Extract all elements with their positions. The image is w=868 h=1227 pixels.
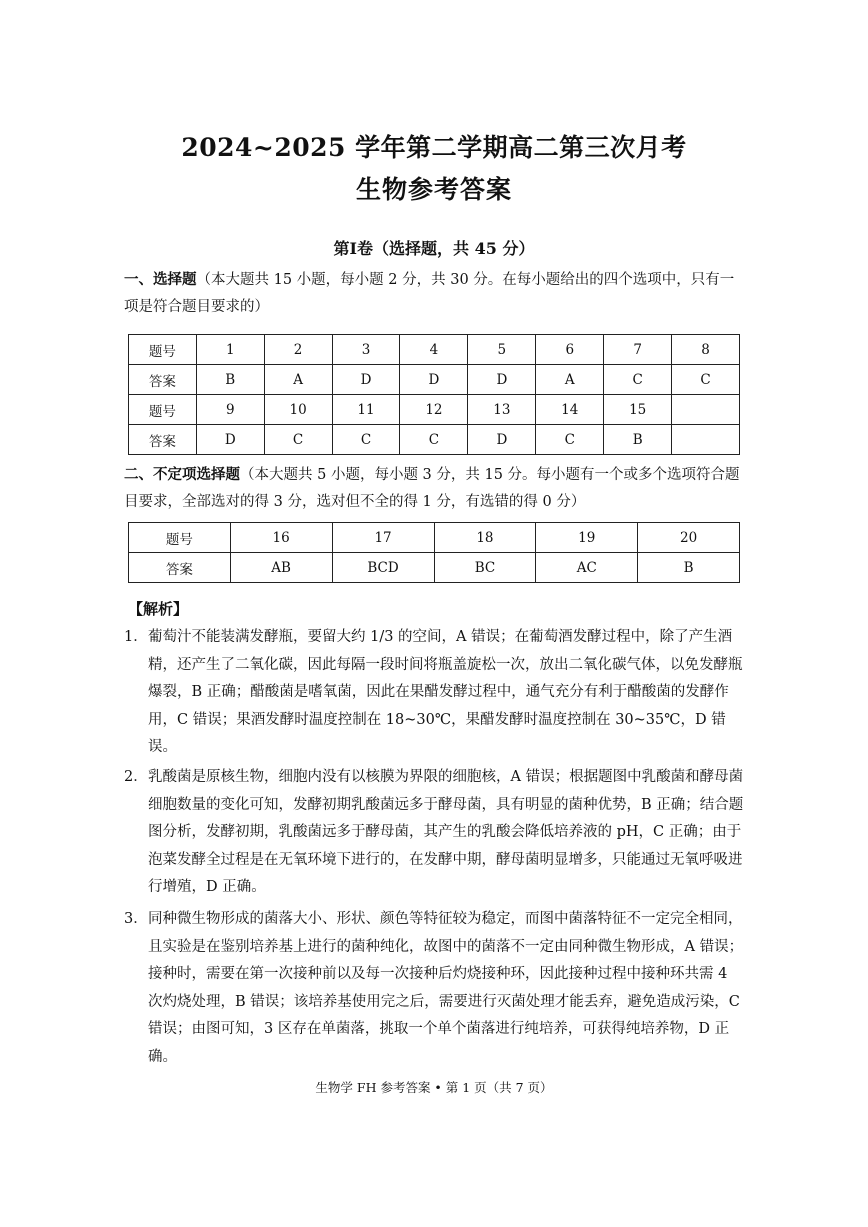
table-cell: C [332, 425, 400, 455]
table-cell: C [264, 425, 332, 455]
table-row [129, 425, 740, 455]
table-cell: D [400, 365, 468, 395]
table-cell: 14 [536, 395, 604, 425]
analysis-item [124, 906, 744, 1072]
table-cell: BC [434, 553, 536, 583]
table-cell: 3 [332, 335, 400, 365]
answer-key-title: 生物参考答案 [355, 175, 512, 204]
table-cell: 16 [230, 523, 332, 553]
table-row [129, 553, 740, 583]
table-cell: 10 [264, 395, 332, 425]
item-number: 3． [124, 911, 148, 927]
multi-choice-answer-table [128, 522, 740, 583]
table-cell: 1 [196, 335, 264, 365]
table-cell: 9 [196, 395, 264, 425]
analysis-item [124, 624, 744, 762]
section1-heading: 一、选择题 [124, 271, 197, 288]
item-number: 1． [124, 629, 148, 645]
table-cell: C [604, 365, 672, 395]
table-cell: 11 [332, 395, 400, 425]
table-cell: D [468, 365, 536, 395]
row-label: 题号 [129, 335, 197, 365]
table-cell: C [536, 425, 604, 455]
table-cell: 5 [468, 335, 536, 365]
table-cell [672, 425, 740, 455]
table-cell: D [468, 425, 536, 455]
table-row [129, 395, 740, 425]
table-cell: 13 [468, 395, 536, 425]
table-cell: D [332, 365, 400, 395]
table-cell: B [196, 365, 264, 395]
table-cell: 17 [332, 523, 434, 553]
table-cell: B [638, 553, 740, 583]
table-cell: 20 [638, 523, 740, 553]
section1-desc: （本大题共 15 小题，每小题 2 分，共 30 分。在每小题给出的四个选项中，只有一项是符合题目要求的） [124, 272, 735, 315]
table-cell: 8 [672, 335, 740, 365]
item-text: 葡萄汁不能装满发酵瓶，要留大约 1/3 的空间，A 错误；在葡萄酒发酵过程中，除了产生酒精，还产生了二氧化碳，因此每隔一段时间将瓶盖旋松一次，放出二氧化碳气体，以免发酵瓶爆裂，B 正确；醋酸菌是嗜氧菌，因此在果醋发酵过程中，通气充分有利于醋酸菌的发酵作用，C 错误；果酒发酵时温度控制在 18~30℃，果醋发酵时温度控制在 30~35℃，D 错误。 [148, 629, 743, 756]
table-cell: 6 [536, 335, 604, 365]
table-cell: 2 [264, 335, 332, 365]
analysis-item [124, 764, 744, 902]
exam-title: 2024~2025 学年第二学期高二第三次月考 [181, 133, 687, 162]
table-cell: A [536, 365, 604, 395]
table-cell: 18 [434, 523, 536, 553]
table-cell: C [672, 365, 740, 395]
section2-heading: 二、不定项选择题 [124, 466, 240, 483]
volume-heading: 第Ⅰ卷（选择题，共 45 分） [333, 239, 535, 258]
row-label: 答案 [129, 365, 197, 395]
section2-desc: （本大题共 5 小题，每小题 3 分，共 15 分。每小题有一个或多个选项符合题目要求，全部选对的得 3 分，选对但不全的得 1 分，有选错的得 0 分） [124, 467, 740, 510]
table-cell: AC [536, 553, 638, 583]
row-label: 题号 [129, 395, 197, 425]
table-cell: C [400, 425, 468, 455]
row-label: 题号 [129, 523, 231, 553]
row-label: 答案 [129, 553, 231, 583]
table-cell: 15 [604, 395, 672, 425]
table-cell: A [264, 365, 332, 395]
table-row [129, 365, 740, 395]
choice-answer-table [128, 334, 740, 455]
table-cell: AB [230, 553, 332, 583]
table-cell: 12 [400, 395, 468, 425]
page-footer: 生物学 FH 参考答案 • 第 1 页（共 7 页） [315, 1080, 553, 1095]
item-text: 同种微生物形成的菌落大小、形状、颜色等特征较为稳定，而图中菌落特征不一定完全相同，且实验是在鉴别培养基上进行的菌种纯化，故图中的菌落不一定由同种微生物形成，A 错误；接种时，需要在第一次接种前以及每一次接种后灼烧接种环，因此接种过程中接种环共需 4 次灼烧处理，B 错误；该培养基使用完之后，需要进行灭菌处理才能丢弃，避免造成污染，C 错误；由图可知，3 区存在单菌落，挑取一个单个菌落进行纯培养，可获得纯培养物，D 正确。 [148, 911, 744, 1065]
row-label: 答案 [129, 425, 197, 455]
table-cell: 19 [536, 523, 638, 553]
analysis-heading: 【解析】 [128, 600, 189, 618]
section2-intro [124, 461, 744, 516]
item-text: 乳酸菌是原核生物，细胞内没有以核膜为界限的细胞核，A 错误；根据题图中乳酸菌和酵母菌细胞数量的变化可知，发酵初期乳酸菌远多于酵母菌，具有明显的菌种优势，B 正确；结合题图分析，发酵初期，乳酸菌远多于酵母菌，其产生的乳酸会降低培养液的 pH，C 正确；由于泡菜发酵全过程是在无氧环境下进行的，在发酵中期，酵母菌明显增多，只能通过无氧呼吸进行增殖，D 正确。 [148, 769, 744, 896]
item-number: 2． [124, 769, 148, 785]
table-cell: B [604, 425, 672, 455]
table-cell: D [196, 425, 264, 455]
table-cell: BCD [332, 553, 434, 583]
table-cell: 7 [604, 335, 672, 365]
table-cell [672, 395, 740, 425]
table-row [129, 335, 740, 365]
table-row [129, 523, 740, 553]
section1-intro [124, 266, 744, 321]
table-cell: 4 [400, 335, 468, 365]
